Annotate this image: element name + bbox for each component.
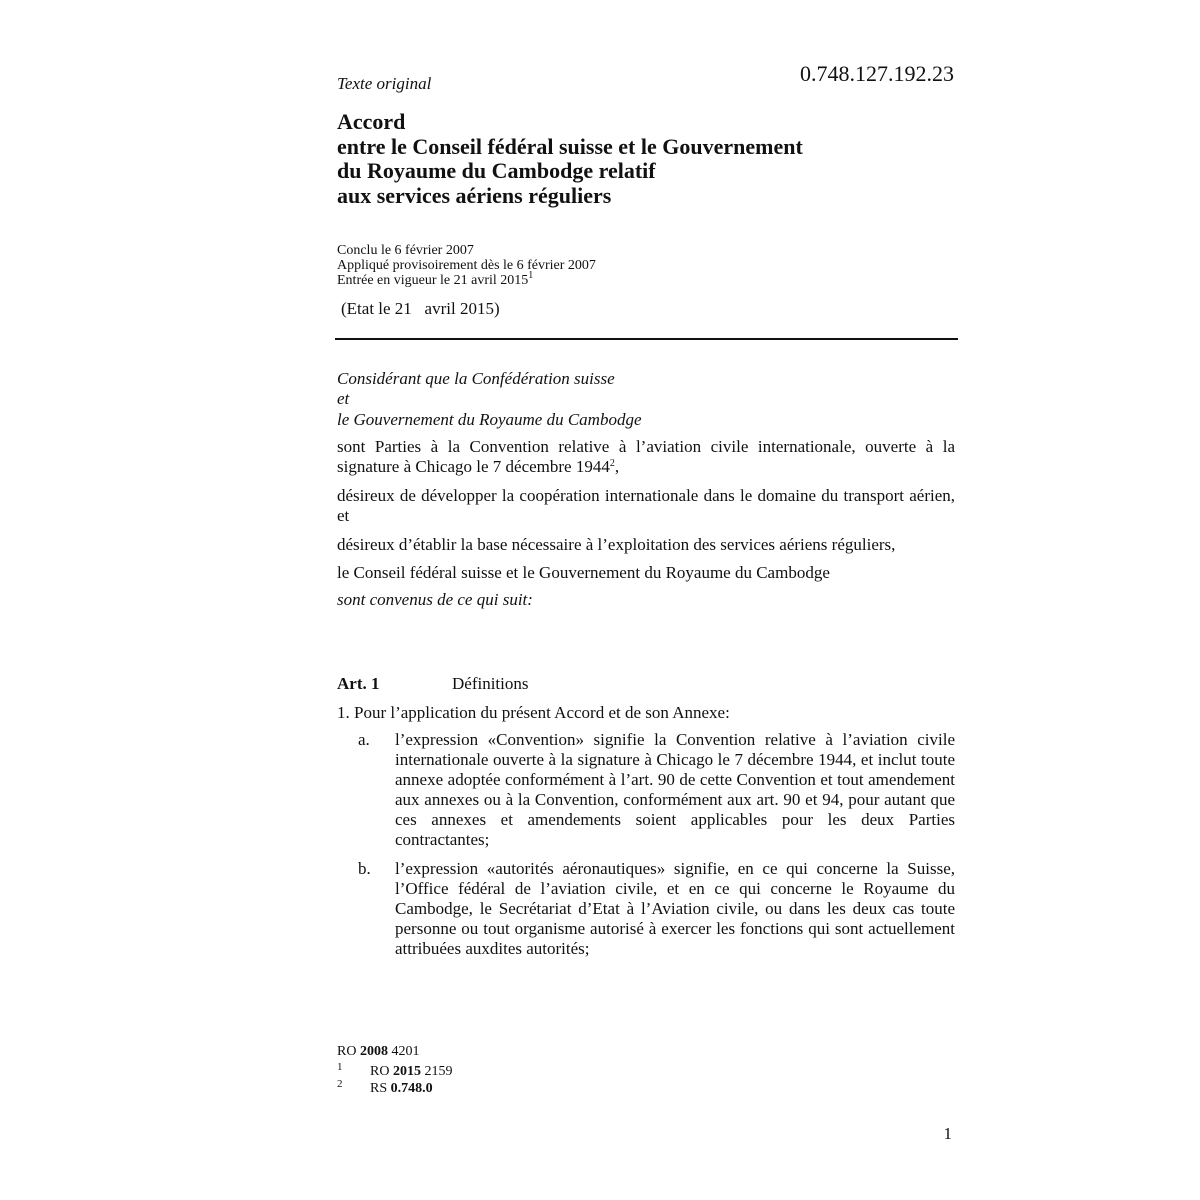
horizontal-rule (335, 338, 958, 340)
page-number: 1 (943, 1124, 952, 1143)
entree-date: Entrée en vigueur le 21 avril 2015$^1$ (337, 270, 534, 288)
preamble-paragraph-3: désireux d’établir la base nécessaire à l’exploitation des services aériens réguliers, (337, 535, 896, 554)
footnote-1-text: RO 2015 2159 (370, 1064, 453, 1079)
footnote-ro: RO 2008 4201 (337, 1044, 420, 1059)
footnote-2-text: RS 0.748.0 (370, 1081, 433, 1096)
article-paragraph-1: 1. Pour l’application du présent Accord et de son Annexe: (337, 703, 730, 722)
document-meta (337, 243, 596, 288)
title-line: entre le Conseil fédéral suisse et le Gouvernement (337, 133, 803, 159)
applique-date: Appliqué provisoirement dès le 6 février 2007 (337, 258, 596, 273)
preamble-paragraph-2: désireux de développer la coopération internationale dans le domaine du transport aérien, et (337, 486, 955, 525)
preamble-paragraph-1: sont Parties à la Convention relative à l’aviation civile internationale, ouverte à la signature à Chicago le 7 décembre 1944$^2$, (337, 437, 955, 476)
article-number: Art. 1 (337, 674, 380, 693)
texte-original-label: Texte original (337, 74, 432, 93)
sr-number: 0.748.127.192.23 (800, 61, 954, 86)
footnote-1-mark: 1 (337, 1061, 343, 1073)
preamble-gouvernement: le Gouvernement du Royaume du Cambodge (337, 410, 642, 429)
title-line: du Royaume du Cambodge relatif (337, 158, 656, 183)
footnote-ref: 1 (528, 270, 534, 281)
preamble-paragraph-4: le Conseil fédéral suisse et le Gouvernement du Royaume du Cambodge (337, 563, 830, 582)
preamble-paragraph-5: sont convenus de ce qui suit: (337, 590, 533, 609)
list-item-text: l’expression «autorités aéronautiques» signifie, en ce qui concerne la Suisse, l’Office fédéral de l’aviation civile, et en ce qui concerne le Royaume du Cambodge, le Secrétariat d’Etat à l’Aviation civile, ou dans les deux cas toute personne ou tout organisme autorisé à exercer les fonctions qui sont actuellement attribuées auxdites autorités; (395, 859, 955, 958)
footnote-2-mark: 2 (337, 1078, 343, 1090)
etat-date: (Etat le 21 avril 2015) (341, 299, 500, 318)
list-item-letter: b. (358, 859, 371, 878)
title-line: aux services aériens réguliers (337, 182, 612, 208)
article-title: Définitions (452, 674, 529, 693)
title-line: Accord (337, 109, 406, 134)
footnote-ref: 2 (609, 458, 615, 469)
preamble-et: et (337, 389, 350, 408)
document-title (337, 110, 803, 208)
list-item-text: l’expression «Convention» signifie la Convention relative à l’aviation civile internationale ouverte à la signature à Chicago le 7 décembre 1944, et inclut toute annexe adoptée conformément à l’art. 90 de cette Convention et tout amendement aux annexes ou à la Convention, conformément aux art. 90 et 94, pour autant que ces annexes et amendements soient applicables pour les deux Parties contractantes; (395, 730, 955, 849)
list-item-letter: a. (358, 730, 370, 749)
preamble-considerant: Considérant que la Confédération suisse (337, 369, 615, 388)
conclu-date: Conclu le 6 février 2007 (337, 243, 474, 258)
